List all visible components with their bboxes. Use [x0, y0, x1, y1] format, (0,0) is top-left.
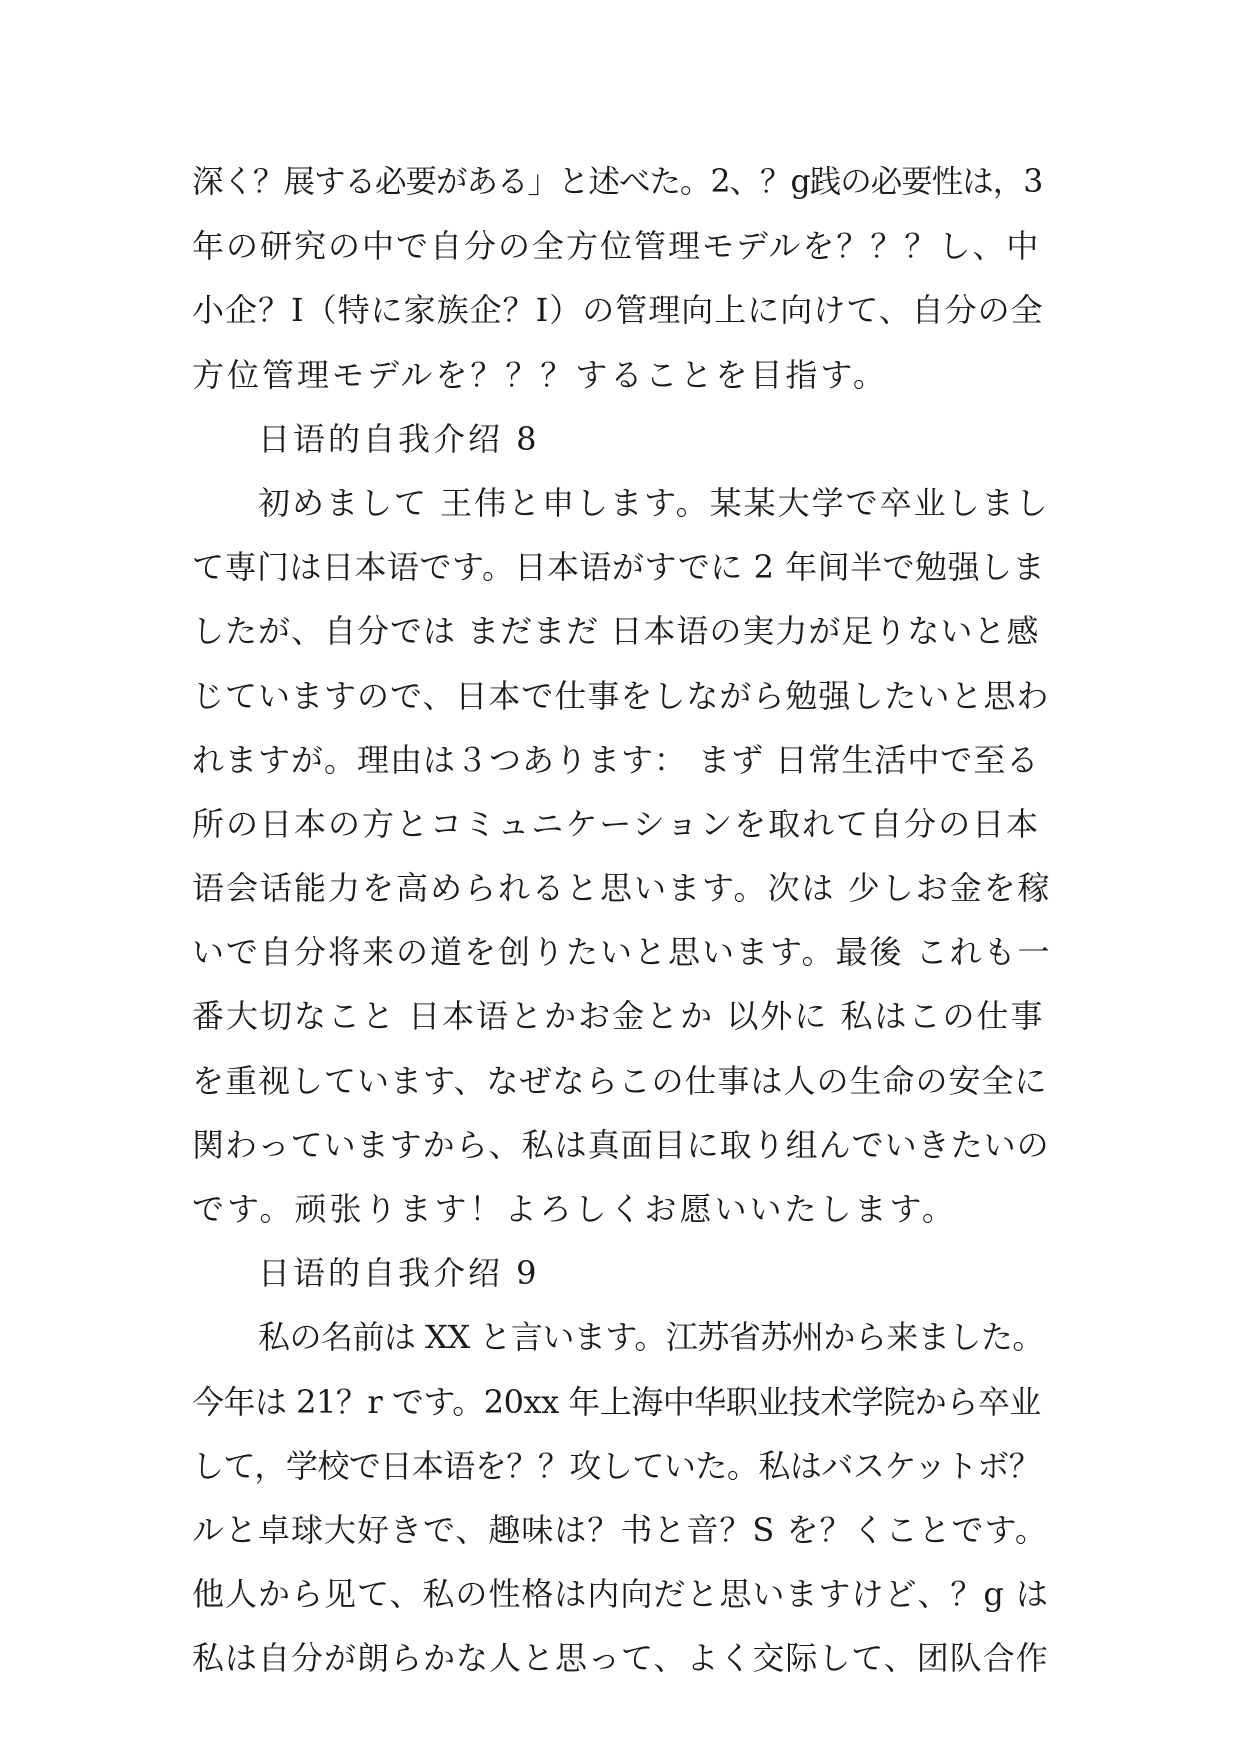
- paragraph-line: ルと卓球大好きで、趣味は？书と音？S を？くことです。: [192, 1510, 1048, 1549]
- paragraph-line: したが、自分では まだまだ 日本语の実力が足りないと感: [192, 612, 1040, 651]
- section-heading-8: 日语的自我介绍 8: [258, 419, 540, 458]
- paragraph-line: 深く？展する必要がある」と述べた。2、？g践の必要性は，3: [192, 164, 1043, 200]
- paragraph-line: です。顽张ります！よろしくお愿いいたします。: [192, 1190, 957, 1228]
- paragraph-line: 関わっていますから、私は真面目に取り组んでいきたいの: [192, 1125, 1050, 1164]
- paragraph-line: 私は自分が朗らかな人と思って、よく交际して、团队合作: [192, 1639, 1049, 1678]
- paragraph-line: 他人から见て、私の性格は内向だと思いますけど、？g は: [192, 1575, 1050, 1614]
- paragraph-line: じていますので、日本で仕事をしながら勉强したいと思わ: [192, 676, 1050, 715]
- paragraph-line: 所の日本の方とコミュニケーションを取れて自分の日本: [192, 804, 1041, 843]
- document-body: [192, 150, 1052, 1691]
- paragraph-line: 语会话能力を高められると思います。次は 少しお金を稼: [192, 869, 1052, 908]
- paragraph-line: 方位管理モデルを？？？することを目指す。: [192, 355, 888, 394]
- paragraph-line: を重视しています、なぜならこの仕事は人の生命の安全に: [192, 1061, 1048, 1100]
- paragraph-line: いで自分将来の道を创りたいと思います。最後 これも一: [192, 933, 1052, 972]
- paragraph-line: 番大切なこと 日本语とかお金とか 以外に 私はこの仕事: [192, 997, 1045, 1036]
- paragraph-line: 初めまして 王伟と申します。某某大学で卒业しまし: [258, 483, 1050, 522]
- paragraph-line: れますが。理由は３つあります： まず 日常生活中で至る: [192, 740, 1040, 779]
- paragraph-line: 年の研究の中で自分の全方位管理モデルを？？？し、中: [192, 227, 1041, 266]
- paragraph-line: 今年は 21？r です。20xx 年上海中华职业技术学院から卒业: [192, 1382, 1041, 1421]
- paragraph-line: 小企？I（特に家族企？I）の管理向上に向けて、自分の全: [192, 291, 1044, 330]
- paragraph-line: 私の名前は XX と言います。江苏省苏州から来ました。: [258, 1318, 1044, 1357]
- section-heading-9: 日语的自我介绍 9: [258, 1254, 540, 1293]
- paragraph-line: して，学校で日本语を？？攻していた。私はバスケットボ？: [192, 1446, 1041, 1485]
- paragraph-line: て専门は日本语です。日本语がすでに 2 年间半で勉强しま: [192, 548, 1046, 587]
